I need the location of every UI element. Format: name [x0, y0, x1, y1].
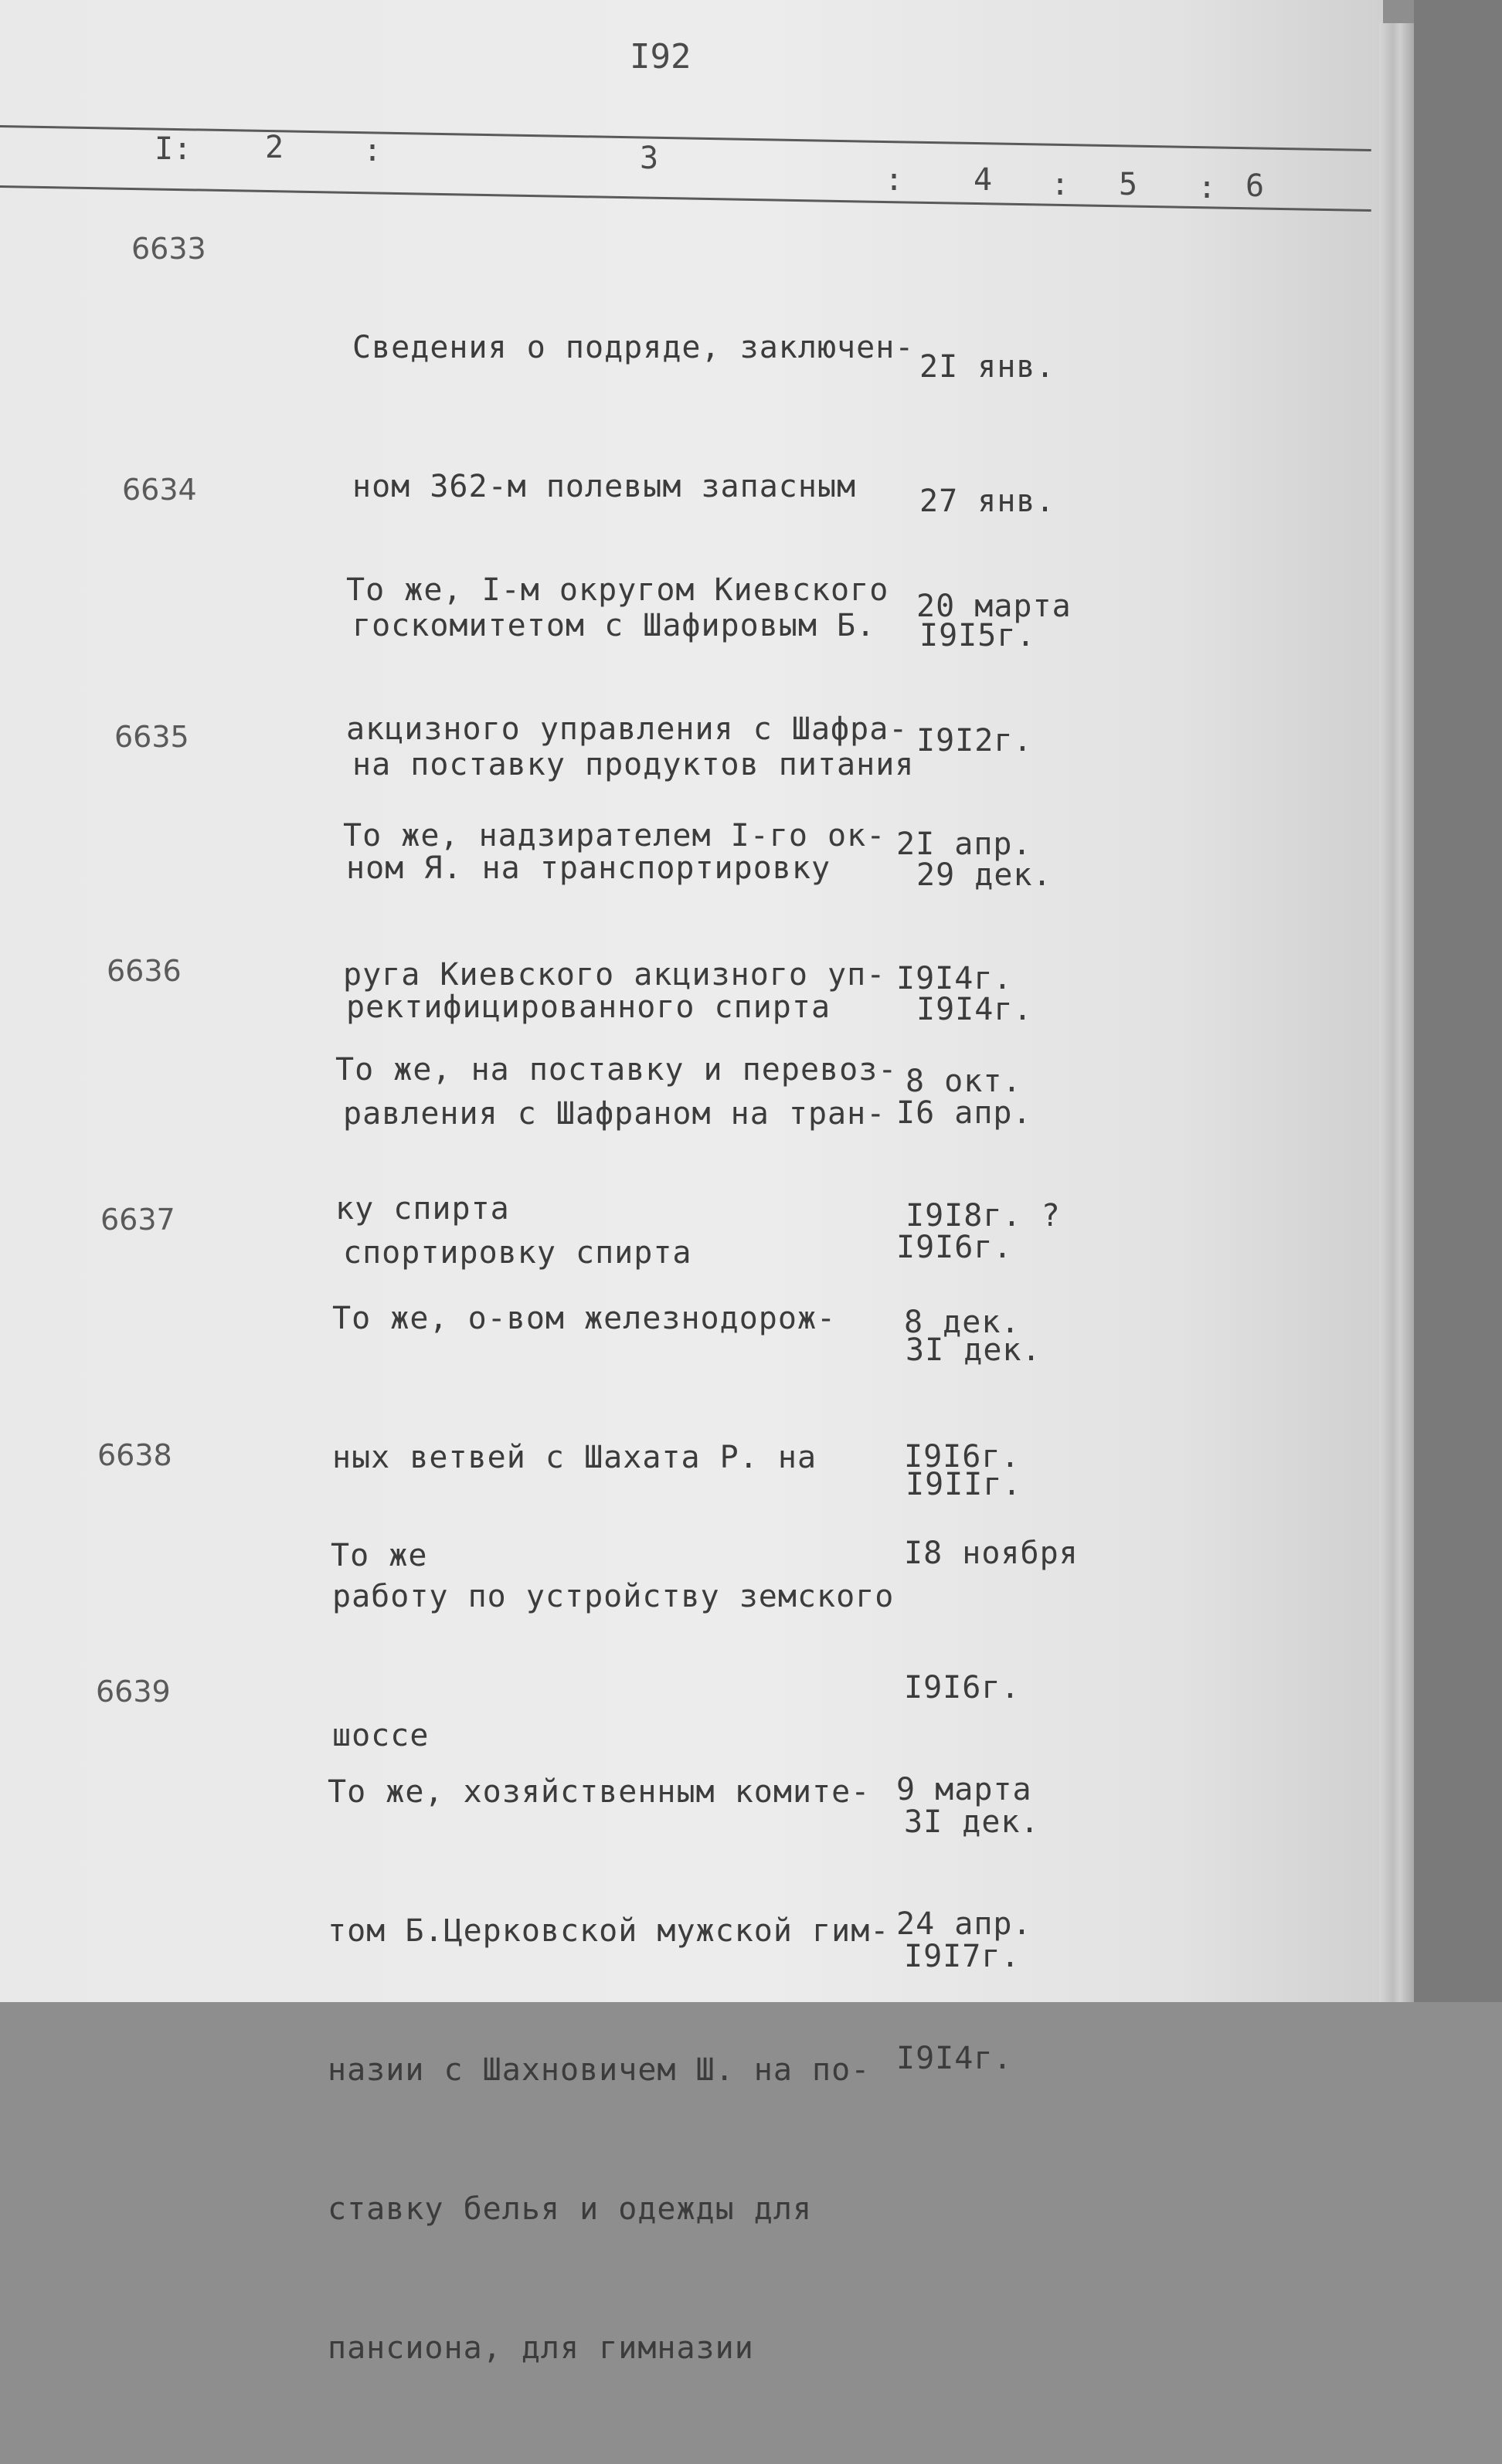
- background-surface: [1414, 0, 1502, 2002]
- column-header-4: 4: [974, 162, 993, 198]
- record-dates: 9 марта 24 апр. I9I4г.: [896, 1772, 1032, 2076]
- page-number: I92: [630, 37, 692, 76]
- record-description: Сведения о подряде, заключен- ном 362-м полевым запасным госкомитетом с Шафировым Б. на поставку продуктов питания: [352, 330, 915, 782]
- record-description: То же, о-вом железнодорож- ных ветвей с Шахата Р. на работу по устройству земского шоссе: [332, 1301, 895, 1753]
- column-separator: :: [885, 162, 904, 198]
- page-stack-edge: [1379, 23, 1414, 2002]
- record-number: 6639: [96, 1675, 171, 1709]
- header-top-rule: [0, 125, 1371, 151]
- record-number: 6634: [122, 473, 197, 507]
- column-separator: :: [1051, 167, 1070, 202]
- record-dates: 2I янв. 27 янв. I9I5г.: [919, 349, 1055, 653]
- record-description: То же: [331, 1538, 428, 1573]
- column-separator: :: [363, 133, 382, 168]
- record-number: 6637: [100, 1203, 175, 1237]
- record-dates: I8 ноября I9I6г. 3I дек. I9I7г.: [904, 1536, 1079, 1974]
- record-dates: 2I апр. I9I4г. I6 апр. I9I6г.: [896, 826, 1032, 1265]
- column-separator: :: [1198, 170, 1217, 205]
- record-dates: 8 окт. I9I8г. ? 3I дек. I9IIг.: [906, 1064, 1061, 1502]
- record-description: То же, на поставку и перевоз- ку спирта: [335, 1052, 898, 1227]
- record-number: 6638: [97, 1438, 172, 1472]
- column-header-5: 5: [1119, 167, 1138, 202]
- column-header-3: 3: [640, 141, 659, 176]
- column-header-6: 6: [1245, 168, 1265, 204]
- column-header-1: I:: [155, 131, 192, 167]
- record-number: 6633: [131, 232, 206, 266]
- record-dates: 20 марта I9I2г. 29 дек. I9I4г.: [916, 589, 1072, 1027]
- column-header-2: 2: [265, 130, 284, 165]
- record-description: То же, надзирателем I-го ок- руга Киевского акцизного уп- равления с Шафраном на тран- спортировку спирта: [343, 818, 886, 1271]
- record-number: 6635: [114, 720, 189, 754]
- record-number: 6636: [107, 954, 182, 988]
- record-dates: 8 дек. I9I6г.: [904, 1305, 1021, 1475]
- header-bottom-rule: [0, 185, 1371, 212]
- record-description: То же, I-м округом Киевского акцизного управления с Шафра- ном Я. на транспортировку ректифицированного спирта: [346, 572, 909, 1025]
- record-description: То же, хозяйственным комите- том Б.Церковской мужской гим- назии с Шахновичем Ш. на по- ставку белья и одежды для пансиона, для гимназии: [328, 1774, 890, 2366]
